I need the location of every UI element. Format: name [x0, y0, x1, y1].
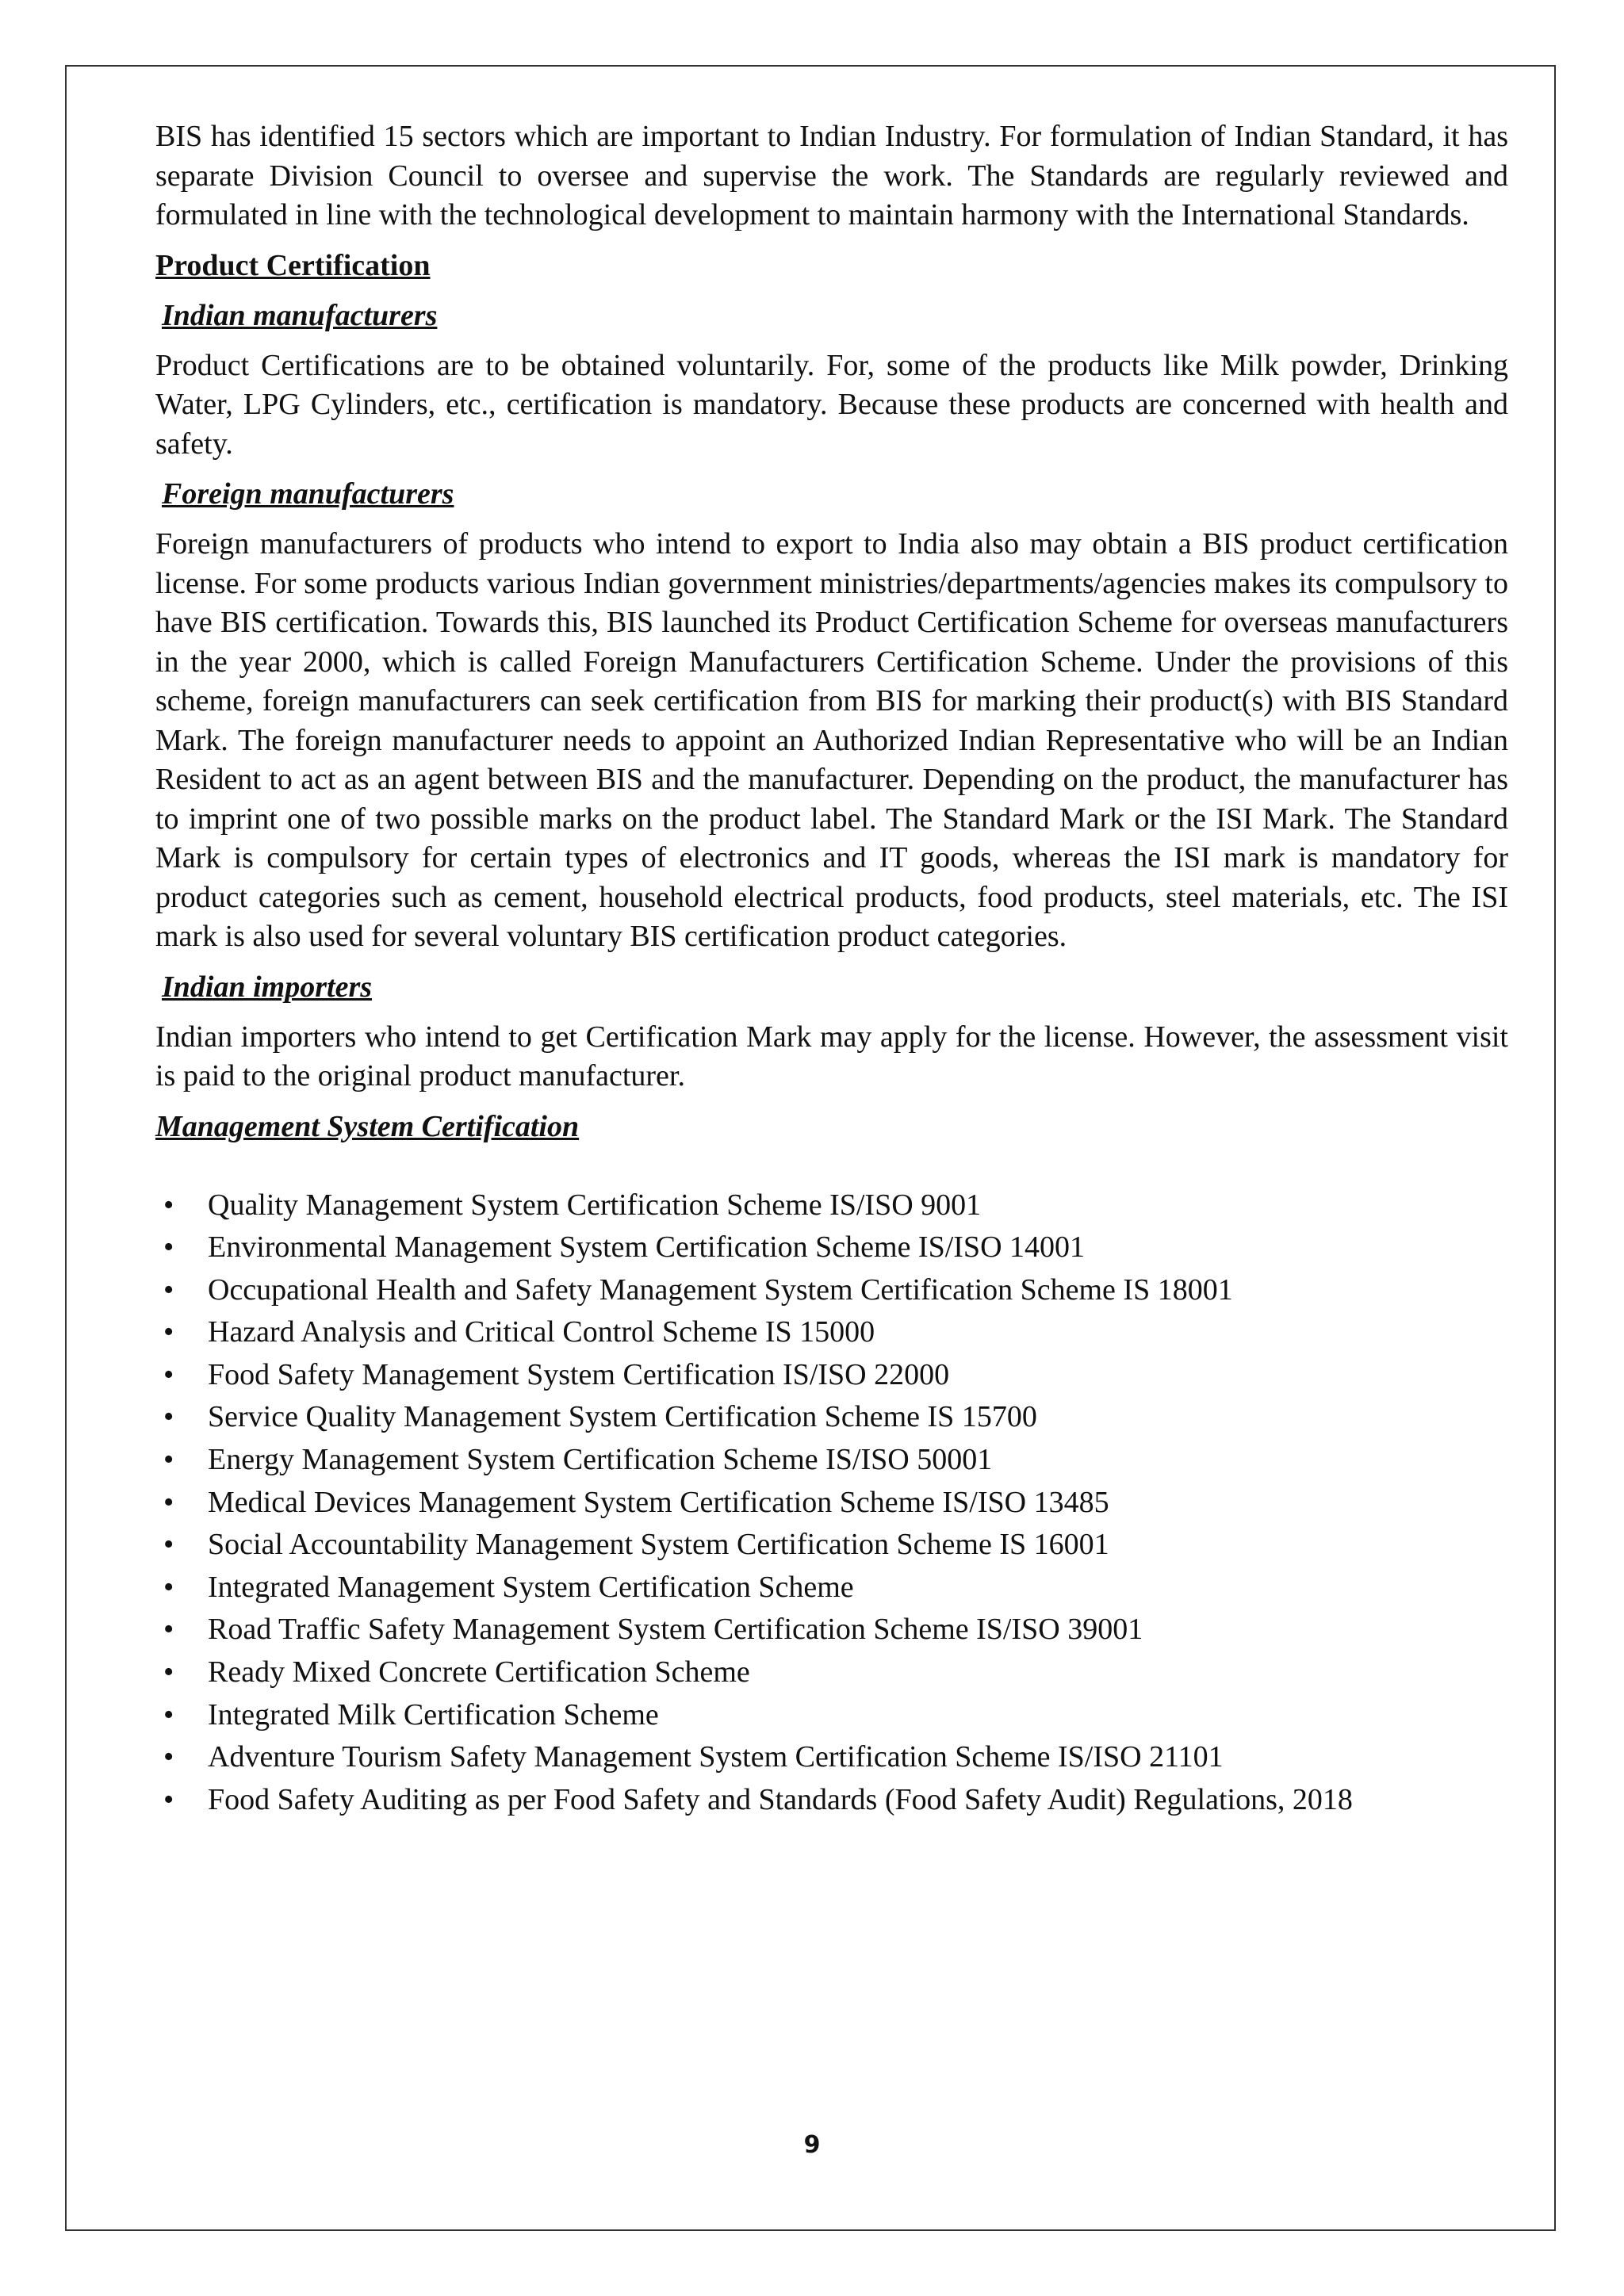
indian-manufacturers-heading: Indian manufacturers	[162, 298, 438, 332]
list-item: • Occupational Health and Safety Management System Certification Scheme IS 18001	[155, 1269, 1508, 1312]
list-item: • Hazard Analysis and Critical Control Scheme IS 15000	[155, 1311, 1508, 1354]
indian-manufacturers-paragraph: Product Certifications are to be obtained voluntarily. For, some of the products like Milk powder, Drinking Water, LPG Cylinders, etc., certification is mandatory. Because these products are concerned with health and safety.	[155, 348, 1508, 461]
list-item: • Quality Management System Certification Scheme IS/ISO 9001	[155, 1184, 1508, 1227]
indian-importers-heading: Indian importers	[162, 970, 373, 1004]
certification-scheme-list	[155, 1184, 1508, 1822]
foreign-manufacturers-paragraph: Foreign manufacturers of products who intend to export to India also may obtain a BIS product certification license. For some products various Indian government ministries/departments/agencies makes its compulsory to have BIS certification. Towards this, BIS launched its Product Certification Scheme for overseas manufacturers in the year 2000, which is called Foreign Manufacturers Certification Scheme. Under the provisions of this scheme, foreign manufacturers can seek certification from BIS for marking their product(s) with BIS Standard Mark. The foreign manufacturer needs to appoint an Authorized Indian Representative who will be an Indian Resident to act as an agent between BIS and the manufacturer. Depending on the product, the manufacturer has to imprint one of two possible marks on the product label. The Standard Mark or the ISI Mark. The Standard Mark is compulsory for certain types of electronics and IT goods, whereas the ISI mark is mandatory for product categories such as cement, household electrical products, food products, steel materials, etc. The ISI mark is also used for several voluntary BIS certification product categories.	[155, 527, 1508, 953]
list-item: • Adventure Tourism Safety Management System Certification Scheme IS/ISO 21101	[155, 1736, 1508, 1779]
list-item: • Food Safety Management System Certification IS/ISO 22000	[155, 1354, 1508, 1397]
management-system-certification-heading: Management System Certification	[155, 1109, 580, 1143]
page-number: 9	[803, 2131, 821, 2159]
list-item: • Integrated Management System Certification Scheme	[155, 1567, 1508, 1609]
list-item: • Ready Mixed Concrete Certification Scheme	[155, 1651, 1508, 1694]
document-body	[155, 117, 1508, 1821]
list-item: • Service Quality Management System Certification Scheme IS 15700	[155, 1396, 1508, 1439]
list-item: • Social Accountability Management System Certification Scheme IS 16001	[155, 1524, 1508, 1567]
list-item: • Integrated Milk Certification Scheme	[155, 1694, 1508, 1737]
list-item: • Medical Devices Management System Certification Scheme IS/ISO 13485	[155, 1482, 1508, 1525]
foreign-manufacturers-heading: Foreign manufacturers	[162, 477, 454, 511]
indian-importers-paragraph: Indian importers who intend to get Certification Mark may apply for the license. However, the assessment visit is paid to the original product manufacturer.	[155, 1020, 1508, 1093]
product-certification-heading: Product Certification	[155, 248, 431, 282]
list-item: • Road Traffic Safety Management System Certification Scheme IS/ISO 39001	[155, 1609, 1508, 1651]
list-item: • Food Safety Auditing as per Food Safety and Standards (Food Safety Audit) Regulations, 2018	[155, 1779, 1508, 1822]
list-item: • Energy Management System Certification Scheme IS/ISO 50001	[155, 1439, 1508, 1482]
intro-paragraph: BIS has identified 15 sectors which are important to Indian Industry. For formulation of Indian Standard, it has separate Division Council to oversee and supervise the work. The Standards are regularly reviewed and formulated in line with the technological development to maintain harmony with the International Standards.	[155, 120, 1508, 232]
list-item: • Environmental Management System Certification Scheme IS/ISO 14001	[155, 1226, 1508, 1269]
